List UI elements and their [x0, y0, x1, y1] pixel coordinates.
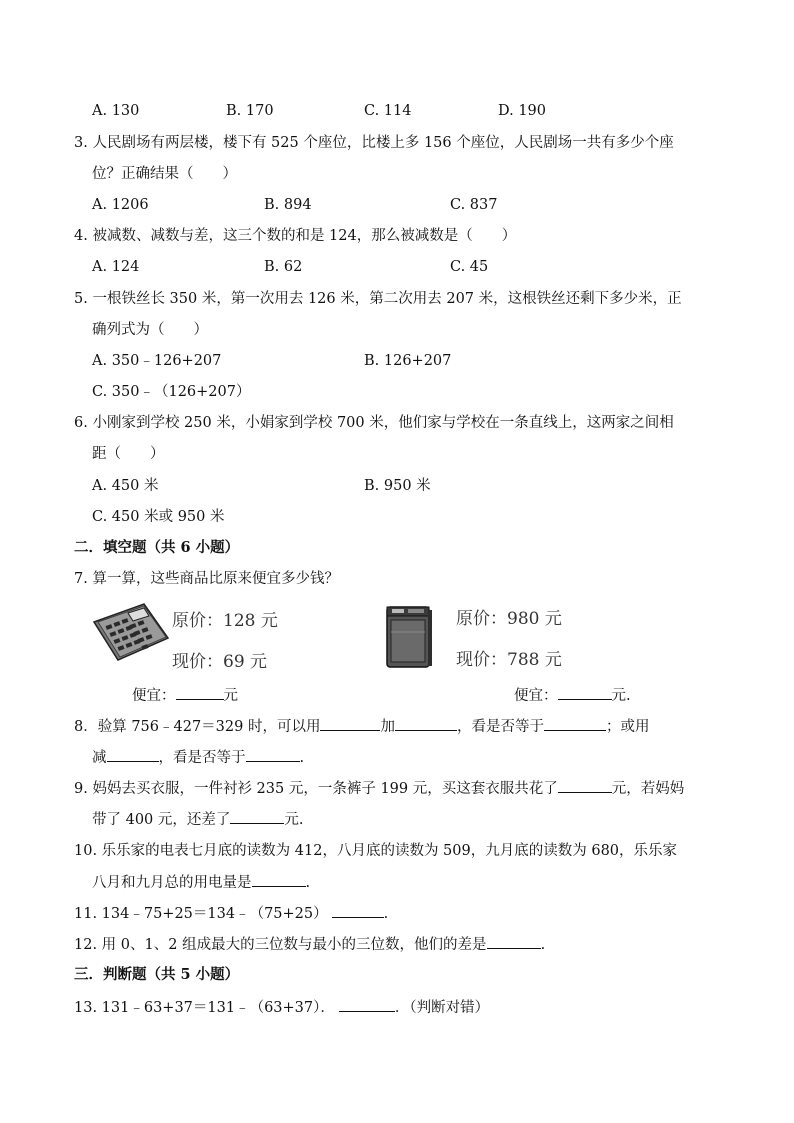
q8-text-4: ；或用 — [605, 719, 650, 735]
q3-option-a: A. 1206 — [92, 197, 149, 213]
q3-option-c: C. 837 — [450, 197, 498, 213]
q8-text-7: . — [299, 750, 305, 766]
washing-machine-icon — [384, 604, 434, 670]
q9-text-4: 元. — [284, 812, 304, 828]
section-fill-in-heading: 二．填空题（共 6 小题） — [74, 539, 240, 556]
q12-blank[interactable] — [487, 934, 541, 949]
q11-line — [74, 903, 388, 924]
q8-text-3: ，看是否等于 — [456, 719, 544, 735]
q5-line1: 5. 一根铁丝长 350 米，第一次用去 126 米，第二次用去 207 米，这根铁丝还剩下多少米，正 — [74, 291, 682, 307]
q7-item1-unit: 元 — [223, 688, 238, 704]
q9-blank-1[interactable] — [558, 778, 612, 793]
q13-blank[interactable] — [339, 997, 395, 1012]
q12-text: 12. 用 0、1、2 组成最大的三位数与最小的三位数，他们的差是 — [74, 937, 487, 953]
q5-option-b: B. 126+207 — [364, 353, 452, 369]
q8-line1 — [74, 716, 649, 737]
q12-end: . — [540, 937, 546, 953]
q10-text-2: . — [305, 875, 311, 891]
q9-text-1: 9. 妈妈去买衣服，一件衬衫 235 元，一条裤子 199 元，买这套衣服共花了 — [74, 781, 558, 797]
q13-end: ．（判断对错） — [394, 1000, 490, 1016]
q6-line1: 6. 小刚家到学校 250 米，小娟家到学校 700 米，他们家与学校在一条直线上，这两家之间相 — [74, 415, 674, 431]
q7-item2-answer-blank[interactable] — [558, 685, 612, 700]
q8-text-2: 加 — [380, 719, 395, 735]
calculator-icon — [92, 600, 170, 662]
q11-blank[interactable] — [332, 903, 384, 918]
q3-line1: 3. 人民剧场有两层楼，楼下有 525 个座位，比楼上多 156 个座位，人民剧场一共有多少个座 — [74, 135, 674, 151]
q6-option-a: A. 450 米 — [92, 478, 159, 494]
q3-option-b: B. 894 — [264, 197, 312, 213]
q8-blank-2[interactable] — [395, 716, 457, 731]
q11-text: 11. 134﹣75+25＝134﹣（75+25） — [74, 906, 328, 922]
q6-option-c: C. 450 米或 950 米 — [92, 509, 225, 525]
q9-line2 — [92, 809, 304, 830]
q8-text-1: 8．验算 756﹣427＝329 时，可以用 — [74, 719, 321, 735]
q5-option-c: C. 350﹣（126+207） — [92, 384, 251, 400]
q7-item1-current-price: 现价：69 元 — [172, 652, 268, 672]
q2-option-a: A. 130 — [92, 103, 140, 119]
q9-line1 — [74, 778, 684, 799]
q4-line1: 4. 被减数、减数与差，这三个数的和是 124，那么被减数是（ ） — [74, 228, 517, 244]
q9-text-3: 带了 400 元，还差了 — [92, 812, 231, 828]
q10-blank[interactable] — [252, 872, 306, 887]
q12-line — [74, 934, 545, 955]
q10-line1: 10. 乐乐家的电表七月底的读数为 412，八月底的读数为 509，九月底的读数为 680，乐乐家 — [74, 843, 678, 859]
q7-title: 7. 算一算，这些商品比原来便宜多少钱？ — [74, 571, 339, 587]
q4-option-a: A. 124 — [92, 259, 140, 275]
q8-blank-1[interactable] — [320, 716, 380, 731]
q6-line2: 距（ ） — [92, 446, 165, 462]
q4-option-c: C. 45 — [450, 259, 489, 275]
q7-item1-answer — [132, 685, 238, 706]
q10-line2 — [92, 872, 310, 893]
q3-line2: 位？正确结果（ ） — [92, 166, 237, 182]
q2-option-c: C. 114 — [364, 103, 412, 119]
q7-item2-cheaper-label: 便宜： — [514, 688, 558, 704]
q7-item2-answer — [514, 685, 631, 706]
q7-item1-original-price: 原价：128 元 — [172, 611, 278, 631]
q6-option-b: B. 950 米 — [364, 478, 431, 494]
q9-blank-2[interactable] — [230, 809, 284, 824]
q7-item1-cheaper-label: 便宜： — [132, 688, 176, 704]
q9-text-2: 元，若妈妈 — [611, 781, 685, 797]
q8-blank-5[interactable] — [246, 747, 300, 762]
section-true-false-heading: 三．判断题（共 5 小题） — [74, 966, 240, 983]
q11-end: . — [383, 906, 389, 922]
q8-text-6: ，看是否等于 — [158, 750, 246, 766]
q7-item2-current-price: 现价：788 元 — [456, 650, 562, 670]
q10-text-1: 八月和九月总的用电量是 — [92, 875, 252, 891]
q8-blank-4[interactable] — [107, 747, 159, 762]
q7-item1-answer-blank[interactable] — [176, 685, 224, 700]
q8-text-5: 减 — [92, 750, 107, 766]
q7-item2-unit: 元. — [611, 688, 631, 704]
q5-option-a: A. 350﹣126+207 — [92, 353, 222, 369]
q13-line — [74, 997, 489, 1018]
q8-line2 — [92, 747, 304, 768]
q2-option-d: D. 190 — [498, 103, 547, 119]
q4-option-b: B. 62 — [264, 259, 303, 275]
q5-line2: 确列式为（ ） — [92, 322, 208, 338]
q7-item2-original-price: 原价：980 元 — [456, 609, 562, 629]
q2-option-b: B. 170 — [226, 103, 274, 119]
q13-text: 13. 131﹣63+37＝131﹣（63+37）． — [74, 1000, 335, 1016]
q8-blank-3[interactable] — [544, 716, 606, 731]
